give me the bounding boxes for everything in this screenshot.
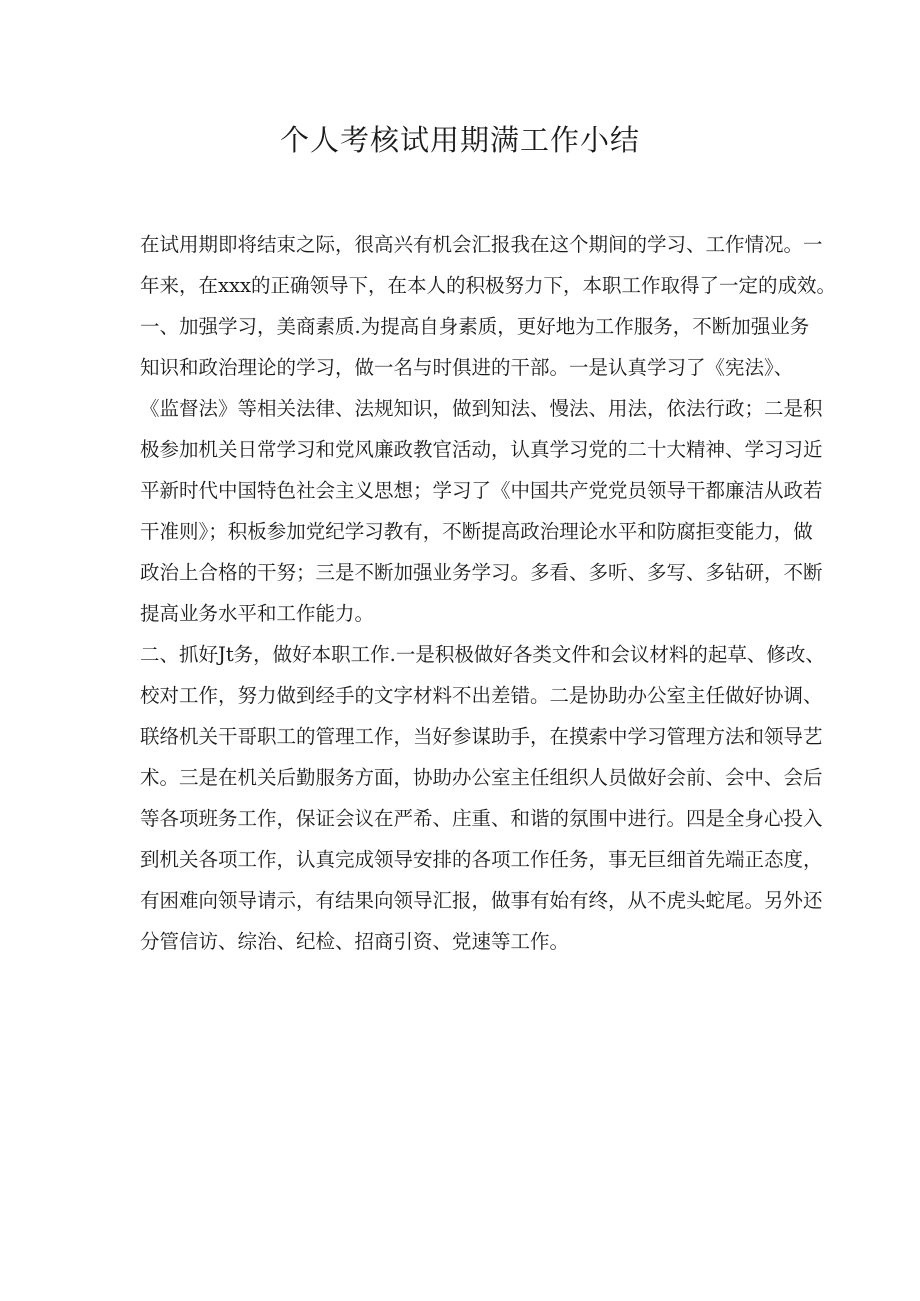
text-line: 平新时代中国特色社会主义思想；学习了《中国共产党党员领导干都廉洁从政若 [140,479,823,502]
text-line: 在试用期即将结束之际，很高兴有机会汇报我在这个期间的学习、工作情况。一 [140,233,823,256]
text-line: 到机关各项工作，认真完成领导安排的各项工作任务，事无巨细首先端正态度， [140,848,823,871]
page-title: 个人考核试用期满工作小结 [279,123,640,157]
text-line: 分管信访、综治、纪检、招商引资、党速等工作。 [140,930,570,953]
text-line: 政治上合格的干努；三是不断加强业务学习。多看、多听、多写、多钻研，不断 [140,561,823,584]
paragraph-intro [140,224,836,306]
text-line: 年来，在xxx的正确领导下，在本人的积极努力下，本职工作取得了一定的成效。 [140,274,836,297]
text-line: 术。三是在机关后勤服务方面，协助办公室主任组织人员做好会前、会中、会后 [140,766,823,789]
paragraph-work [140,634,825,962]
text-line: 极参加机关日常学习和党风廉政教官活动，认真学习党的二十大精神、学习习近 [140,438,823,461]
text-line: 有困难向领导请示，有结果向领导汇报，做事有始有终，从不虎头蛇尾。另外还 [140,889,823,912]
document-body [140,224,836,962]
text-line: 提高业务水平和工作能力。 [140,602,375,625]
paragraph-study [140,306,823,634]
text-line: 知识和政治理论的学习，做一名与时俱进的干部。一是认真学习了《宪法》、 [140,356,794,379]
text-line: 二、抓好Jt务，做好本职工作.一是积极做好各类文件和会议材料的起草、修改、 [140,643,825,666]
text-line: 等各项班务工作，保证会议在严希、庄重、和谐的氛围中进行。四是全身心投入 [140,807,823,830]
text-line: 《监督法》等相关法律、法规知识，做到知法、慢法、用法，依法行政；二是积 [140,397,823,420]
text-line: 校对工作，努力做到经手的文字材料不出差错。二是协助办公室主任做好协调、 [140,684,823,707]
text-line: 干准则》；积板参加党纪学习教有，不断提高政治理论水平和防腐拒变能力，做 [140,520,813,543]
text-line: 一、加强学习，美商素质.为提高自身素质，更好地为工作服务，不断加强业务 [140,315,810,338]
text-line: 联络机关干哥职工的管理工作，当好参谋助手，在摸索中学习管理方法和领导艺 [140,725,823,748]
